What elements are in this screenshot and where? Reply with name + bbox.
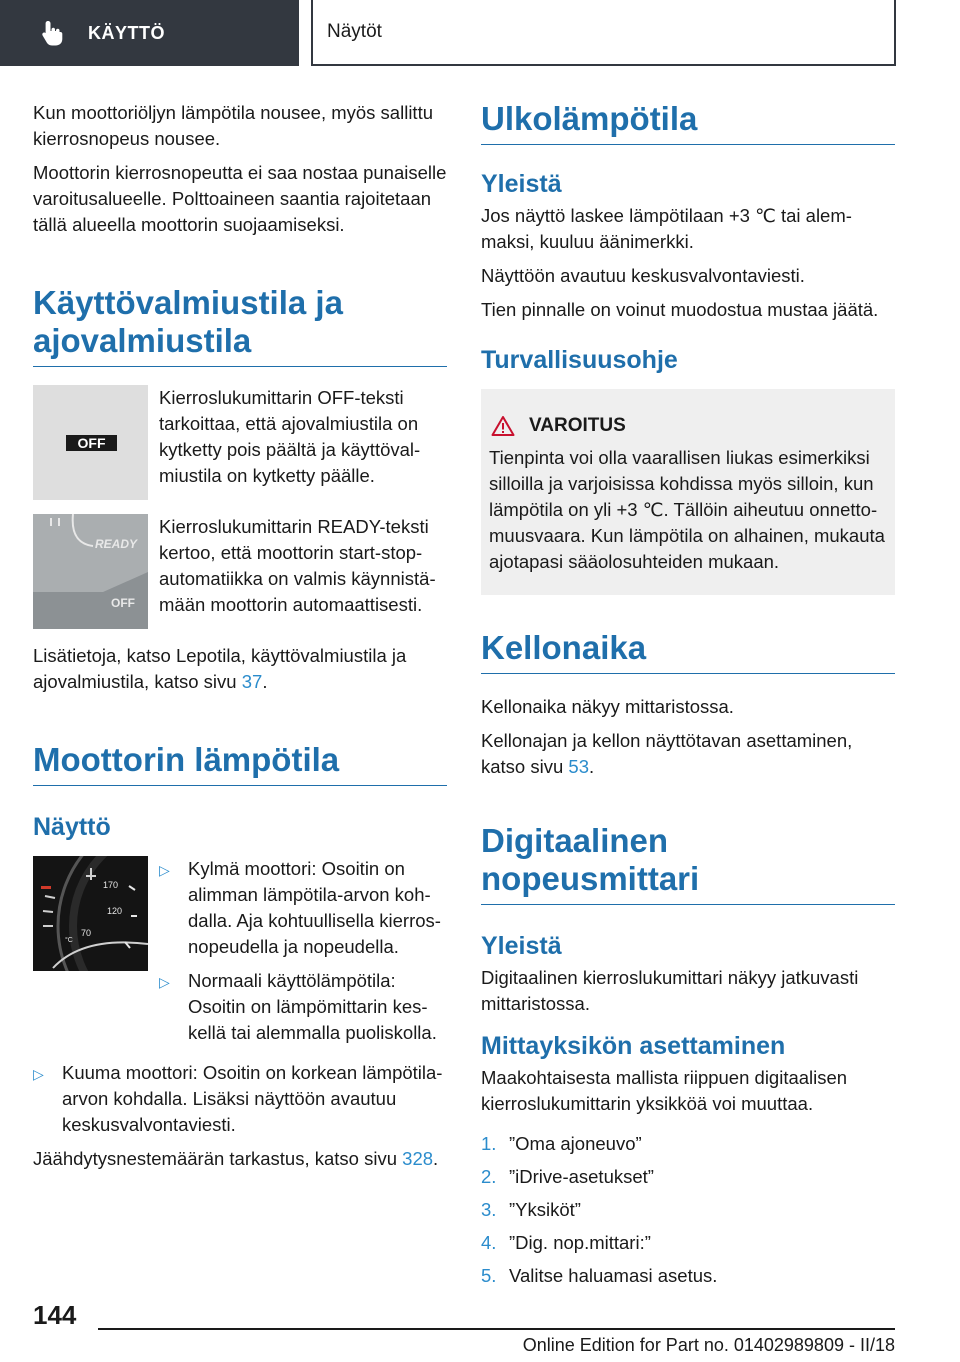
engine-temp-heading: Moottorin lämpötila	[33, 741, 447, 786]
temperature-gauge-image	[33, 856, 148, 971]
time-paragraph-1: Kellonaika näkyy mittaristossa.	[481, 696, 734, 717]
speedometer-general-heading: Yleistä	[481, 932, 562, 960]
warning-triangle-icon	[491, 415, 515, 437]
outside-temp-heading: Ulkolämpötila	[481, 100, 895, 145]
warning-text: Tienpinta voi olla vaarallisen liukas esimerkiksi silloilla ja varjoisissa kohdissa myös silloin, kun lämpötila on yli +3 ℃. Tällöin aiheutuu onnettomuusvaara. Kun lämpötila on alhainen, mukauta ajotapasi sääolosuhteiden mukaan.	[489, 447, 885, 572]
list-item: 1. ”Oma ajoneuvo”	[481, 1133, 642, 1154]
triangle-bullet-icon: ▷	[159, 974, 170, 990]
page-link-328[interactable]: 328	[402, 1148, 434, 1169]
gauge-label-120: 120	[107, 906, 123, 916]
gauge-label-celsius: °C	[65, 937, 73, 944]
list-item: 5. Valitse haluamasi asetus.	[481, 1265, 718, 1286]
section-tab	[0, 0, 299, 66]
triangle-bullet-icon: ▷	[33, 1066, 44, 1082]
gauge-info-row	[33, 856, 447, 1054]
more-info-paragraph: Lisätietoja, katso Lepotila, käyttövalmiustila ja ajovalmiustila, katso sivu 37.	[33, 645, 407, 692]
general-heading: Yleistä	[481, 170, 562, 198]
warning-box	[481, 389, 895, 595]
list-item: ▷ Kylmä moottori: Osoitin on alimman lämpötila-arvon kohdalla. Aja kohtuullisella kierrosnopeudella ja nopeudella.	[159, 856, 447, 960]
page-number: 144	[33, 1300, 77, 1330]
unit-steps-list	[481, 1131, 895, 1289]
list-item: ▷ Normaali käyttölämpötila: Osoitin on lämpömittarin keskellä tai alemmalla puoliskolla.	[159, 968, 447, 1046]
gauge-label-170: 170	[103, 880, 119, 890]
gauge-state-list	[159, 856, 447, 1054]
unit-setting-heading: Mittayksikön asettaminen	[481, 1032, 786, 1060]
list-item: 4. ”Dig. nop.mittari:”	[481, 1232, 651, 1253]
off-display-image	[33, 385, 148, 500]
list-item: 3. ”Yksiköt”	[481, 1199, 581, 1220]
outside-paragraph-3: Tien pinnalle on voinut muodostua mustaa jäätä.	[481, 299, 879, 320]
digital-speedometer-heading: Digitaalinen nopeusmittari	[481, 822, 895, 905]
page-link-37[interactable]: 37	[241, 671, 263, 692]
time-heading: Kellonaika	[481, 629, 895, 674]
page-header	[0, 0, 960, 66]
safety-heading: Turvallisuusohje	[481, 346, 678, 374]
off-info-row	[33, 385, 447, 500]
speedometer-paragraph: Digitaalinen kierroslukumittari näkyy jatkuvasti mittaristossa.	[481, 967, 859, 1014]
ready-label-text: READY	[95, 537, 138, 551]
intro-paragraph-2: Moottorin kierrosnopeutta ei saa nostaa punaiselle varoitusalueelle. Polttoaineen saantia rajoitetaan tällä alueella moottorin suojaamiseksi.	[33, 162, 447, 235]
chapter-title: Näytöt	[327, 21, 382, 42]
coolant-paragraph: Jäähdytysnestemäärän tarkastus, katso sivu 328.	[33, 1148, 439, 1169]
off-label-text: OFF	[77, 435, 106, 451]
left-column	[33, 100, 447, 1180]
outside-paragraph-2: Näyttöön avautuu keskusvalvontaviesti.	[481, 265, 805, 286]
footer-divider	[98, 1328, 895, 1330]
outside-paragraph-1: Jos näyttö laskee lämpötilaan +3 ℃ tai alemmaksi, kuuluu äänimerkki.	[481, 205, 852, 252]
warning-title-row	[489, 415, 887, 437]
ready-mode-heading: Käyttövalmiustila ja ajovalmiustila	[33, 284, 447, 367]
triangle-bullet-icon: ▷	[159, 862, 170, 878]
hand-pointer-icon	[40, 19, 66, 47]
unit-paragraph: Maakohtaisesta mallista riippuen digitaalisen kierroslukumittarin yksikköä voi muuttaa.	[481, 1067, 848, 1114]
warning-title: VAROITUS	[529, 415, 626, 436]
display-heading: Näyttö	[33, 813, 111, 841]
page-link-53[interactable]: 53	[568, 756, 589, 777]
hot-engine-list	[33, 1060, 447, 1138]
off-description: Kierroslukumittarin OFF-teksti tarkoittaa, että ajovalmiustila on kytketty pois päältä ja käyttövalmiustila on kytketty päälle.	[159, 387, 421, 486]
right-column	[481, 100, 895, 1296]
ready-off-label-text: OFF	[111, 596, 135, 610]
list-item: 2. ”iDrive-asetukset”	[481, 1166, 654, 1187]
chapter-tab	[311, 0, 896, 66]
gauge-label-70: 70	[81, 928, 92, 938]
section-title: KÄYTTÖ	[88, 22, 165, 43]
edition-text: Online Edition for Part no. 01402989809 - II/18	[522, 1335, 895, 1355]
time-paragraph-2: Kellonajan ja kellon näyttötavan asettaminen, katso sivu 53.	[481, 730, 853, 777]
ready-info-row	[33, 514, 447, 629]
list-item: ▷ Kuuma moottori: Osoitin on korkean lämpötila-arvon kohdalla. Lisäksi näyttöön avautuu keskusvalvontaviesti.	[33, 1060, 447, 1138]
ready-display-image	[33, 514, 148, 629]
ready-description: Kierroslukumittarin READY-teksti kertoo, että moottorin start-stop-automatiikka on valmis käynnistämään moottorin automaattisesti.	[159, 516, 436, 615]
intro-paragraph-1: Kun moottoriöljyn lämpötila nousee, myös sallittu kierrosnopeus nousee.	[33, 102, 433, 149]
